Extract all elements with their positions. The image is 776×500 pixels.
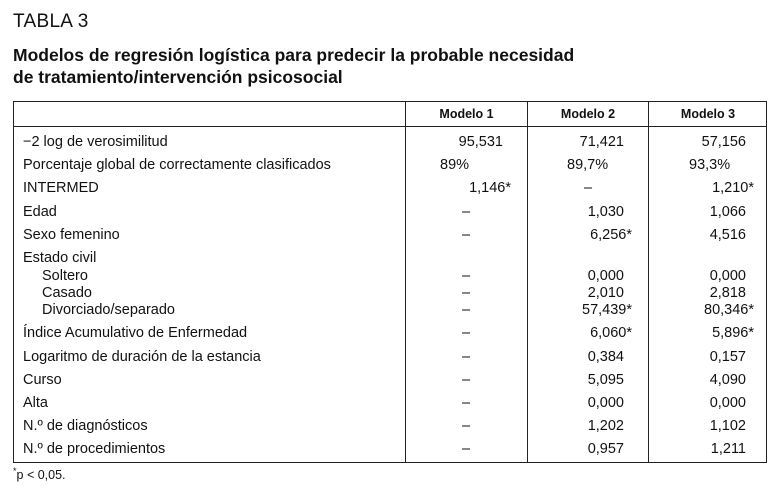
row-label: Sexo femenino (23, 227, 120, 243)
cell-modelo-3: 4,516 (709, 227, 746, 243)
cell-modelo-3: 4,090 (709, 372, 746, 388)
cell-modelo-3: 5,896* (712, 325, 754, 341)
row-label: −2 log de verosimilitud (23, 134, 168, 150)
cell-modelo-3: 1,102 (709, 418, 746, 434)
cell-modelo-1: 1,146* (469, 180, 511, 196)
cell-modelo-1: – (462, 302, 471, 318)
row-label: Estado civil (23, 250, 97, 266)
cell-modelo-3: 0,157 (709, 349, 746, 365)
cell-modelo-1: – (462, 268, 471, 284)
column-divider (648, 102, 649, 462)
cell-modelo-2: – (584, 180, 593, 196)
cell-modelo-2: 0,000 (587, 268, 624, 284)
cell-modelo-2: 89,7% (567, 157, 609, 173)
row-label: N.º de procedimientos (23, 441, 166, 457)
row-label: Curso (23, 372, 62, 388)
cell-modelo-2: 2,010 (587, 285, 624, 301)
table-title-line-1: Modelos de regresión logística para predecir la probable necesidad (13, 45, 575, 65)
cell-modelo-3: 1,211 (710, 441, 746, 457)
cell-modelo-1: – (462, 395, 471, 411)
row-label: Divorciado/separado (42, 302, 175, 318)
row-label: INTERMED (23, 180, 99, 196)
cell-modelo-2: 57,439* (582, 302, 632, 318)
regression-table (13, 101, 767, 463)
cell-modelo-3: 80,346* (704, 302, 754, 318)
table-title (13, 44, 753, 88)
cell-modelo-1: – (462, 372, 471, 388)
cell-modelo-3: 2,818 (709, 285, 746, 301)
cell-modelo-2: 6,256* (590, 227, 632, 243)
row-label: Casado (42, 285, 92, 301)
cell-modelo-2: 0,000 (587, 395, 624, 411)
row-label: Soltero (42, 268, 88, 284)
row-label: N.º de diagnósticos (23, 418, 148, 434)
cell-modelo-3: 57,156 (701, 134, 746, 150)
table-label: TABLA 3 (13, 11, 89, 32)
cell-modelo-1: 95,531 (458, 134, 503, 150)
cell-modelo-2: 6,060* (590, 325, 632, 341)
row-label: Alta (23, 395, 48, 411)
row-label: Edad (23, 204, 57, 220)
cell-modelo-3: 1,066 (709, 204, 746, 220)
footnote-text: p < 0,05. (16, 468, 66, 483)
table-footnote (13, 466, 66, 482)
cell-modelo-3: 0,000 (709, 268, 746, 284)
header-modelo-3: Modelo 3 (680, 107, 736, 121)
cell-modelo-3: 0,000 (709, 395, 746, 411)
column-divider (405, 102, 406, 462)
footnote-mark: * (13, 466, 17, 476)
table-title-line-2: de tratamiento/intervención psicosocial (13, 67, 343, 87)
cell-modelo-1: – (462, 418, 471, 434)
cell-modelo-1: – (462, 349, 471, 365)
cell-modelo-2: 5,095 (587, 372, 624, 388)
cell-modelo-2: 71,421 (579, 134, 624, 150)
row-label: Porcentaje global de correctamente clasificados (23, 157, 331, 173)
header-modelo-2: Modelo 2 (560, 107, 616, 121)
cell-modelo-1: – (462, 441, 471, 457)
row-label: Logaritmo de duración de la estancia (23, 349, 261, 365)
cell-modelo-2: 1,202 (587, 418, 624, 434)
cell-modelo-2: 0,384 (587, 349, 624, 365)
cell-modelo-2: 0,957 (587, 441, 624, 457)
header-modelo-1: Modelo 1 (439, 107, 494, 121)
header-divider (14, 126, 766, 127)
cell-modelo-1: 89% (440, 157, 470, 173)
cell-modelo-1: – (462, 285, 471, 301)
cell-modelo-2: 1,030 (587, 204, 624, 220)
row-label: Índice Acumulativo de Enfermedad (23, 325, 248, 341)
cell-modelo-1: – (462, 204, 471, 220)
cell-modelo-3: 93,3% (689, 157, 731, 173)
cell-modelo-3: 1,210* (712, 180, 754, 196)
cell-modelo-1: – (462, 227, 471, 243)
cell-modelo-1: – (462, 325, 471, 341)
